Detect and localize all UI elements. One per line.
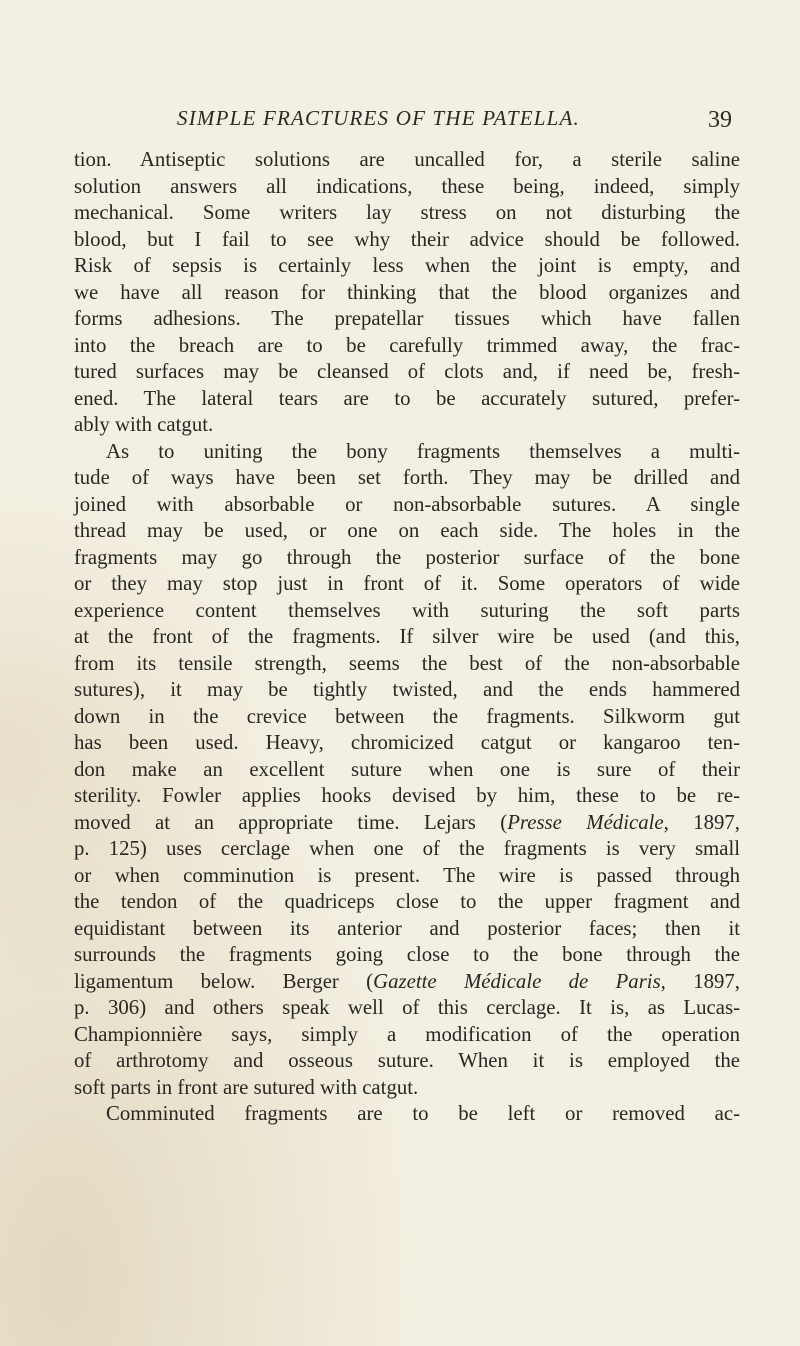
text-line: tured surfaces may be cleansed of clots and, if need be, fresh- (74, 360, 740, 383)
text-line: blood, but I fail to see why their advice should be followed. (74, 227, 740, 251)
text-line-with-citation (74, 810, 740, 837)
text-line: p. 125) uses cerclage when one of the fragments is very small (74, 837, 740, 860)
text-line: tion. Antiseptic solutions are uncalled for, a sterile saline (74, 148, 740, 171)
text-line: from its tensile strength, seems the best of the non-absorbable (74, 651, 740, 675)
text-line: sterility. Fowler applies hooks devised by him, these to be re- (74, 784, 740, 807)
text-line-paragraph-start: As to uniting the bony fragments themselves a multi- (106, 439, 740, 463)
page-number: 39 (708, 107, 732, 133)
text-line: has been used. Heavy, chromicized catgut or kangaroo ten- (74, 731, 740, 754)
text-line-paragraph-end: soft parts in front are sutured with catgut. (74, 1075, 419, 1099)
text-segment: moved at an appropriate time. Lejars ( (74, 810, 508, 834)
text-line: down in the crevice between the fragments. Silkworm gut (74, 704, 740, 728)
text-line: joined with absorbable or non-absorbable sutures. A single (74, 492, 740, 516)
text-line: forms adhesions. The prepatellar tissues which have fallen (74, 307, 740, 330)
text-line: equidistant between its anterior and posterior faces; then it (74, 916, 740, 940)
text-line: at the front of the fragments. If silver wire be used (and this, (74, 625, 740, 648)
text-line: solution answers all indications, these being, indeed, simply (74, 174, 740, 198)
text-line: we have all reason for thinking that the blood organizes and (74, 280, 740, 304)
text-line: sutures), it may be tightly twisted, and the ends hammered (74, 678, 740, 701)
text-line: thread may be used, or one on each side. The holes in the (74, 519, 740, 542)
text-line: of arthrotomy and osseous suture. When it is employed the (74, 1049, 740, 1072)
running-head (0, 106, 800, 136)
text-line: the tendon of the quadriceps close to the upper fragment and (74, 890, 740, 913)
text-line: surrounds the fragments going close to the bone through the (74, 943, 740, 966)
text-line-paragraph-start: Comminuted fragments are to be left or removed ac- (106, 1102, 740, 1125)
text-line: or when comminution is present. The wire is passed through (74, 863, 740, 887)
text-line: ened. The lateral tears are to be accurately sutured, prefer- (74, 386, 740, 410)
text-segment: , 1897, (660, 969, 740, 993)
journal-title-presse-medicale: Presse Médicale (507, 810, 664, 834)
text-line: experience content themselves with suturing the soft parts (74, 598, 740, 622)
running-title: SIMPLE FRACTURES OF THE PATELLA. (177, 106, 580, 130)
text-line: Championnière says, simply a modification of the operation (74, 1022, 740, 1046)
text-line: into the breach are to be carefully trimmed away, the frac- (74, 333, 740, 357)
text-line-paragraph-end: ably with catgut. (74, 413, 214, 436)
text-line: Risk of sepsis is certainly less when the joint is empty, and (74, 254, 740, 277)
text-line: mechanical. Some writers lay stress on not disturbing the (74, 201, 740, 224)
text-line: don make an excellent suture when one is sure of their (74, 757, 740, 781)
text-line-with-citation (74, 969, 740, 996)
body-text (74, 147, 740, 1128)
text-segment: ligamentum below. Berger ( (74, 969, 374, 993)
text-line: tude of ways have been set forth. They may be drilled and (74, 466, 740, 489)
text-line: p. 306) and others speak well of this cerclage. It is, as Lucas- (74, 996, 740, 1019)
text-line: fragments may go through the posterior surface of the bone (74, 545, 740, 569)
text-line: or they may stop just in front of it. Some operators of wide (74, 572, 740, 595)
journal-title-gazette-medicale: Gazette Médicale de Paris (373, 969, 661, 993)
text-segment: , 1897, (663, 810, 740, 834)
